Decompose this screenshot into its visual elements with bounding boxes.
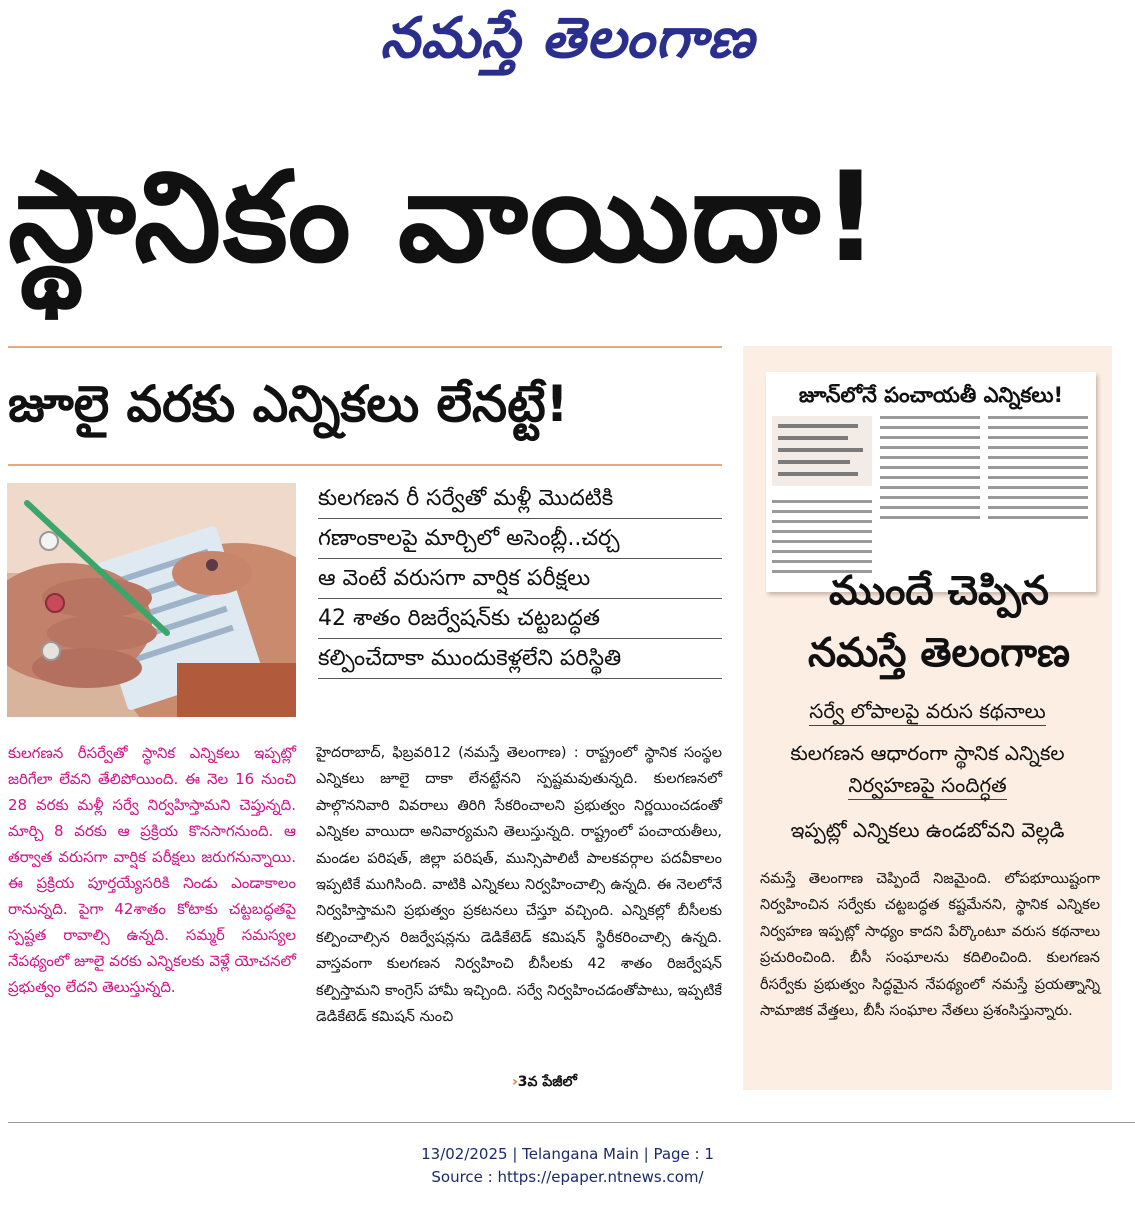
highlight-item: కులగణన రీ సర్వేతో మళ్లీ మొదటికి bbox=[318, 483, 722, 519]
voting-photo-illustration bbox=[7, 483, 296, 717]
footer-source-link[interactable]: Source : https://epaper.ntnews.com/ bbox=[431, 1168, 704, 1186]
continued-link[interactable] bbox=[512, 1074, 577, 1093]
sidebar-point bbox=[743, 696, 1112, 726]
sidebar-point-text: సర్వే లోపాలపై వరుస కథనాలు bbox=[809, 699, 1045, 726]
highlight-item: 42 శాతం రిజర్వేషన్‌కు చట్టబద్ధత bbox=[318, 603, 722, 639]
article-body: హైదరాబాద్, ఫిబ్రవరి12 (నమస్తే తెలంగాణ) : రాష్ట్రంలో స్థానిక సంస్థల ఎన్నికలు జూలై దాకా లేనట్టేనని స్పష్టమవుతున్నది. కులగణనలో పాల్గొననివారి వివరాలు తిరిగి సేకరించాలని ప్రభుత్వం నిర్ణయించడంతో ఎన్నికల వాయిదా అనివార్యమని తెలుస్తున్నది. రాష్ట్రంలో పంచాయతీలు, మండల పరిషత్, జిల్లా పరిషత్, మున్సిపాలిటీ పాలకవర్గాల పదవీకాలం ఇప్పటికే ముగిసింది. వాటికి ఎన్నికలు నిర్వహించాల్సి ఉన్నది. ఈ నెలలోనే నిర్వహిస్తామని ప్రభుత్వం ప్రకటనలు చేస్తూ వచ్చింది. ఎన్నికల్లో బీసీలకు కల్పించాల్సిన రిజర్వేషన్లను డెడికేటెడ్ కమిషన్ స్థిరీకరించాల్సి ఉన్నది. వాస్తవంగా కులగణన నిర్వహించి బీసీలకు 42 శాతం రిజర్వేషన్ కల్పిస్తామని కాంగ్రెస్ హామీ ఇచ్చింది. సర్వే నిర్వహించడంతోపాటు, ఇప్పటికే డెడికేటెడ్ కమిషన్ నుంచి bbox=[316, 745, 722, 1026]
voting-photo bbox=[7, 483, 296, 717]
sidebar-point-text: కులగణన ఆధారంగా స్థానిక ఎన్నికల bbox=[790, 741, 1065, 765]
sub-headline: జూలై వరకు ఎన్నికలు లేనట్టే! bbox=[8, 346, 722, 466]
clipping-headline: జూన్‌లోనే పంచాయతీ ఎన్నికలు! bbox=[798, 383, 1064, 407]
highlight-item: ఆ వెంటే వరుసగా వార్షిక పరీక్షలు bbox=[318, 563, 722, 599]
sidebar-title-line1: ముందే చెప్పిన bbox=[828, 568, 1049, 614]
footer-divider bbox=[8, 1122, 1135, 1123]
footer-edition-info: 13/02/2025 | Telangana Main | Page : 1 bbox=[421, 1145, 714, 1163]
highlight-item: కల్పించేదాకా ముందుకెళ్లలేని పరిస్థితి bbox=[318, 643, 722, 679]
sidebar-point bbox=[743, 815, 1112, 845]
masthead-logo: నమస్తే తెలంగాణ bbox=[380, 6, 755, 71]
highlight-list bbox=[318, 483, 722, 683]
sidebar-point-text: నిర్వహణపై సందిగ్ధత bbox=[848, 773, 1006, 800]
main-headline: స్థానికం వాయిదా! bbox=[8, 146, 881, 290]
highlight-item: గణాంకాలపై మార్చిలో అసెంబ్లీ..చర్చ bbox=[318, 523, 722, 559]
sidebar-point bbox=[743, 738, 1112, 768]
chevron-right-icon: › bbox=[512, 1074, 518, 1090]
continued-label: 3వ పేజీలో bbox=[517, 1074, 577, 1090]
sidebar-point bbox=[743, 770, 1112, 800]
sidebar-title-line2: నమస్తే తెలంగాణ bbox=[807, 630, 1071, 676]
sidebar-point-text: ఇప్పట్లో ఎన్నికలు ఉండబోవని వెల్లడి bbox=[790, 818, 1065, 842]
summary-text: కులగణన రీసర్వేతో స్థానిక ఎన్నికలు ఇప్పట్లో జరిగేలా లేవని తేలిపోయింది. ఈ నెల 16 నుంచి 28 వరకు మళ్లీ సర్వే నిర్వహిస్తామని చెప్తున్నది. మార్చి 8 వరకు ఆ ప్రక్రియ కొనసాగనుంది. ఆ తర్వాత వరుసగా వార్షిక పరీక్షలు జరుగనున్నాయి. ఈ ప్రక్రియ పూర్తయ్యేసరికి నిండు ఎండాకాలం రానున్నది. పైగా 42శాతం కోటాకు చట్టబద్ధతపై స్పష్టత రావాల్సి ఉన్నది. సమ్మర్ సమస్యల నేపథ్యంలో జూలై వరకు ఎన్నికలకు వెళ్లే యోచనలో ప్రభుత్వం లేదని తెలుస్తున్నది. bbox=[8, 744, 296, 996]
sidebar-body: నమస్తే తెలంగాణ చెప్పిందే నిజమైంది. లోపభూయిష్టంగా నిర్వహించిన సర్వేకు చట్టబద్ధత కష్టమేనని, స్థానిక ఎన్నికల నిర్వహణ ఇప్పట్లో సాధ్యం కాదని పేర్కొంటూ వరుస కథనాలు ప్రచురించింది. బీసీ సంఘాలను కదిలించింది. కులగణన రీసర్వేకు ప్రభుత్వం సిద్ధమైన నేపథ్యంలో నమస్తే ప్రయత్నాన్ని సామాజిక వేత్తలు, బీసీ సంఘాల నేతలు ప్రశంసిస్తున్నారు. bbox=[760, 871, 1100, 1020]
